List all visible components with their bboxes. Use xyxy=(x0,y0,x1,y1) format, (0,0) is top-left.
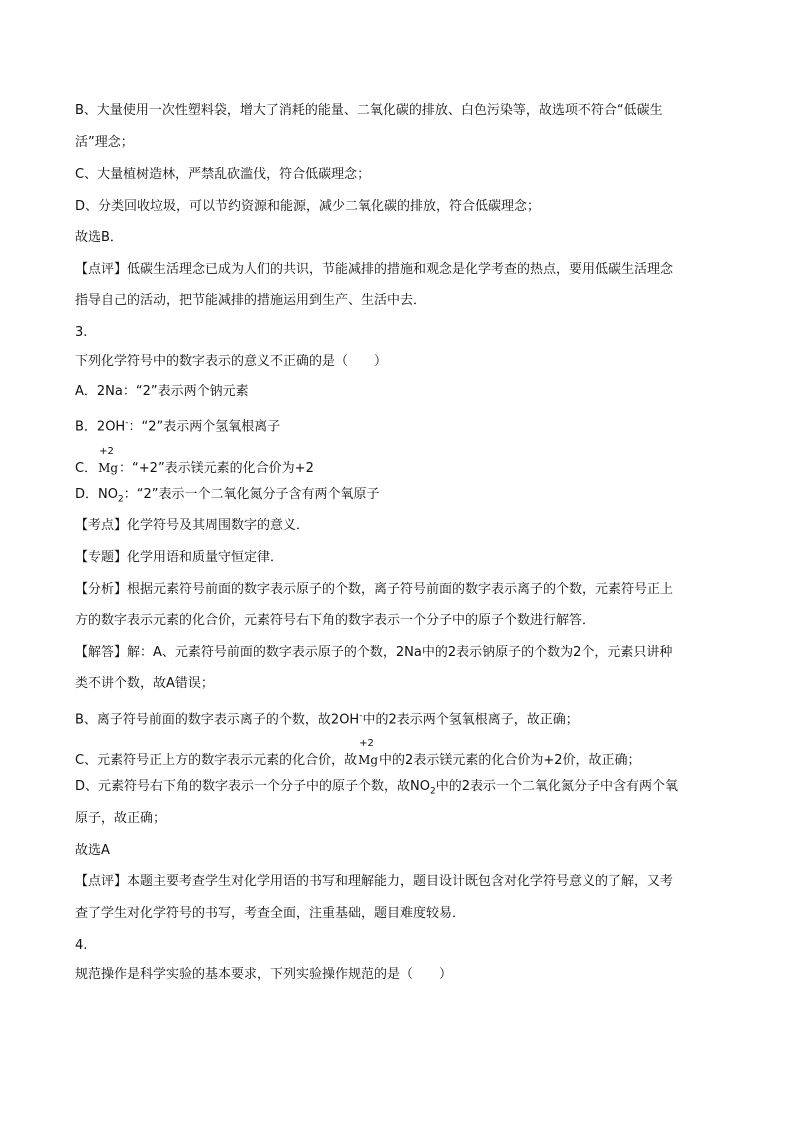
answer-line: 原子，故正确； xyxy=(75,811,167,826)
question-stem: 规范操作是科学实验的基本要求，下列实验操作规范的是（ ） xyxy=(75,967,453,982)
answer-line: D、元素符号右下角的数字表示一个分子中的原子个数，故$NO_2$中的2表示一个二氧化氮分子中含有两个氧 xyxy=(75,779,678,797)
question-number: 4. xyxy=(75,938,88,953)
text-line: D、分类回收垃圾，可以节约资源和能源，减少二氧化碳的排放，符合低碳理念； xyxy=(75,199,541,214)
comment-line: 【点评】低碳生活理念已成为人们的共识，节能减排的措施和观念是化学考查的热点，要用低碳生活理念 xyxy=(75,262,674,277)
answer-line: 【解答】解：A、元素符号前面的数字表示原子的个数，2Na中的2表示钠原子的个数为2个，元素只讲种 xyxy=(75,645,673,660)
knowledge-point: 【考点】化学符号及其周围数字的意义． xyxy=(75,518,310,533)
answer-line: B、离子符号前面的数字表示离子的个数，故2OH-中的2表示两个氢氧根离子，故正确； xyxy=(75,711,579,728)
question-stem: 下列化学符号中的数字表示的意义不正确的是（ ） xyxy=(75,354,388,369)
text-line: 活”理念； xyxy=(75,135,134,150)
analysis-line: 方的数字表示元素的化合价，元素符号右下角的数字表示一个分子中的原子个数进行解答． xyxy=(75,613,596,628)
magnesium-valence-symbol: +2 Mg xyxy=(358,738,379,767)
text-line: B、大量使用一次性塑料袋，增大了消耗的能量、二氧化碳的排放、白色污染等，故选项不符合“低碳生 xyxy=(75,103,663,118)
magnesium-valence-symbol: +2 Mg xyxy=(98,446,119,475)
option-c: C． +2 Mg：“+2”表示镁元素的化合价为+2 xyxy=(75,446,314,476)
option-a: A．2Na：“2”表示两个钠元素 xyxy=(75,384,249,399)
comment-line: 【点评】本题主要考查学生对化学用语的书写和理解能力，题目设计既包含对化学符号意义的了解，又考 xyxy=(75,874,674,889)
answer-line: C、元素符号正上方的数字表示元素的化合价，故 +2 Mg中的2表示镁元素的化合价为+2价，故正确； xyxy=(75,738,641,768)
text-line: 故选A xyxy=(75,843,110,858)
option-d: D．$NO_2$：“2”表示一个二氧化氮分子含有两个氧原子 xyxy=(75,487,380,505)
text-line: C、大量植树造林，严禁乱砍滥伐，符合低碳理念； xyxy=(75,167,371,182)
analysis-line: 【分析】根据元素符号前面的数字表示原子的个数，离子符号前面的数字表示离子的个数，元素符号正上 xyxy=(75,582,674,597)
answer-line: 类不讲个数，故A错误； xyxy=(75,676,214,691)
option-b: B．2OH-：“2”表示两个氢氧根离子 xyxy=(75,418,281,435)
text-line: 故选B． xyxy=(75,230,123,245)
question-number: 3. xyxy=(75,325,88,340)
topic-line: 【专题】化学用语和质量守恒定律． xyxy=(75,550,284,565)
comment-line: 查了学生对化学符号的书写，考查全面，注重基础，题目难度较易． xyxy=(75,906,466,921)
text-line: 指导自己的活动，把节能减排的措施运用到生产、生活中去． xyxy=(75,293,427,308)
